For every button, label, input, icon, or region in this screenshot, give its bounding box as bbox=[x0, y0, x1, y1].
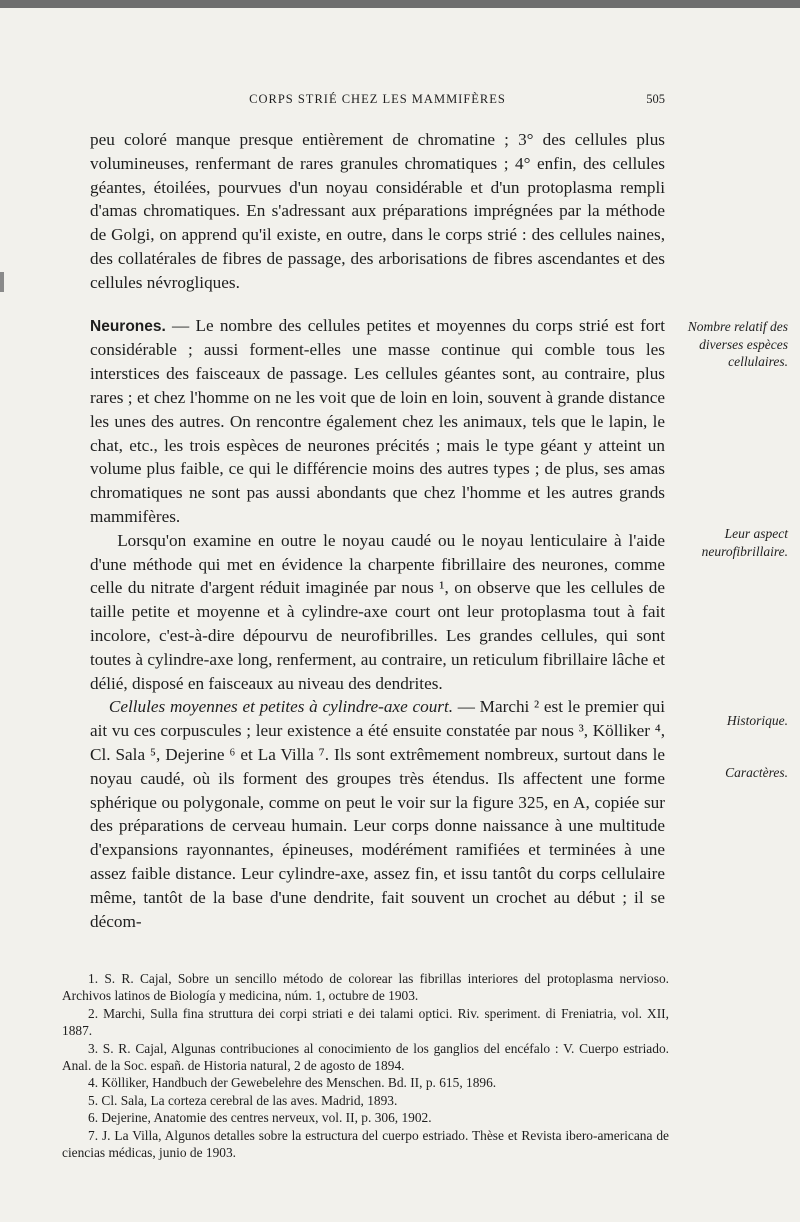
footnotes bbox=[62, 970, 669, 1161]
scan-top-edge bbox=[0, 0, 800, 8]
footnote-3: 3. S. R. Cajal, Algunas contribuciones al conocimiento de los ganglios del encéfalo : V. Cuerpo estriado. Anal. de la Soc. españ. de Historia natural, 2 de agosto de 1894. bbox=[62, 1040, 669, 1074]
footnote-2: 2. Marchi, Sulla fina struttura dei corpi striati e dei talami optici. Riv. speriment. di Freniatria, vol. XII, 1887. bbox=[62, 1005, 669, 1039]
footnote-7: 7. J. La Villa, Algunos detalles sobre la estructura del cuerpo estriado. Thèse et Revista ibero-americana de ciencias médicas, junio de 1903. bbox=[62, 1127, 669, 1161]
margin-note-nombre: Nombre relatif des diverses espèces cellulaires. bbox=[687, 319, 788, 369]
paragraph-neurones bbox=[90, 314, 665, 529]
margin-note-aspect: Leur aspect neurofibrillaire. bbox=[701, 526, 788, 559]
paragraph-neurones-text: — Le nombre des cellules petites et moyennes du corps strié est fort considérable ; aussi forment-elles une masse continue qui comble tous les interstices des faisceaux de passage. Les cellules géantes sont, au contraire, plus rares ; et chez l'homme on ne les voit que de loin en loin, souvent à grande distance les unes des autres. On rencontre également chez les animaux, tels que le lapin, le chat, etc., les trois espèces de neurones précités ; mais le type géant y atteint un volume plus faible, ce qui le différencie moins des autres types ; de plus, ses amas chromatiques ne sont pas aussi abondants que chez l'homme et les autres grands mammifères. bbox=[90, 315, 665, 526]
paragraph-cellules-moyennes bbox=[90, 695, 665, 933]
paragraph-3 bbox=[90, 529, 665, 696]
margin-note-caracteres: Caractères. bbox=[725, 765, 788, 780]
paragraph-cellules-moyennes-text: — Marchi ² est le premier qui ait vu ces corpuscules ; leur existence a été ensuite constatée par nous ³, Kölliker ⁴, Cl. Sala ⁵, Dejerine ⁶ et La Villa ⁷. Ils sont extrêmement nombreux, surtout dans le noyau caudé, où ils forment des groupes très étendus. Ils affectent une forme sphérique ou polygonale, comme on peut le voir sur la figure 325, en A, copiée sur des préparations de cerveau humain. Leur corps donne naissance à une multitude d'expansions rayonnantes, épineuses, modérément ramifiées et terminées à une assez faible distance. Leur cylindre-axe, assez fin, et issu tantôt du corps cellulaire même, tantôt de la base d'une dendrite, fait souvent un crochet au début ; il se décom- bbox=[90, 697, 665, 931]
main-text bbox=[90, 128, 665, 933]
margin-note-historique: Historique. bbox=[726, 713, 788, 728]
running-head bbox=[90, 92, 665, 112]
section-heading-cellules-moyennes: Cellules moyennes et petites à cylindre-axe court. bbox=[108, 697, 454, 717]
footnote-5: 5. Cl. Sala, La corteza cerebral de las aves. Madrid, 1893. bbox=[88, 1092, 398, 1108]
page-number: 505 bbox=[646, 92, 665, 106]
section-heading-neurones: Neurones. bbox=[90, 317, 166, 335]
paragraph-1: peu coloré manque presque entièrement de chromatine ; 3° des cellules plus volumineuses, renfermant de rares granules chromatiques ; 4° enfin, des cellules géantes, étoilées, pourvues d'un noyau considérable et d'un protoplasma rempli d'amas chromatiques. En s'adressant aux préparations imprégnées par la méthode de Golgi, on apprend qu'il existe, en outre, dans le corps strié : des cellules naines, des collatérales de fibres de passage, des arborisations de fibres ascendantes et des cellules névrogliques. bbox=[90, 130, 665, 292]
footnote-6: 6. Dejerine, Anatomie des centres nerveux, vol. II, p. 306, 1902. bbox=[88, 1110, 432, 1126]
footnote-1: 1. S. R. Cajal, Sobre un sencillo método de colorear las fibrillas interiores del protoplasma nervioso. Archivos latinos de Biología y medicina, núm. 1, octubre de 1903. bbox=[62, 971, 669, 1004]
paragraph-3-text: Lorsqu'on examine en outre le noyau caudé ou le noyau lenticulaire à l'aide d'une méthode qui met en évidence la charpente fibrillaire des neurones, comme celle du nitrate d'argent réduit imaginée par nous ¹, on observe que les cellules de taille petite et moyenne et à cylindre-axe court ont leur protoplasma tout à fait incolore, c'est-à-dire dépourvu de neurofibrilles. Les grandes cellules, qui sont toutes à cylindre-axe long, renferment, au contraire, un reticulum fibrillaire lâche et délié, disposé en faisceaux au niveau des dendrites. bbox=[90, 530, 665, 693]
footnote-4: 4. Kölliker, Handbuch der Gewebelehre des Menschen. Bd. II, p. 615, 1896. bbox=[88, 1075, 497, 1091]
running-title: CORPS STRIÉ CHEZ LES MAMMIFÈRES bbox=[249, 92, 506, 106]
scan-margin-mark bbox=[0, 272, 4, 292]
